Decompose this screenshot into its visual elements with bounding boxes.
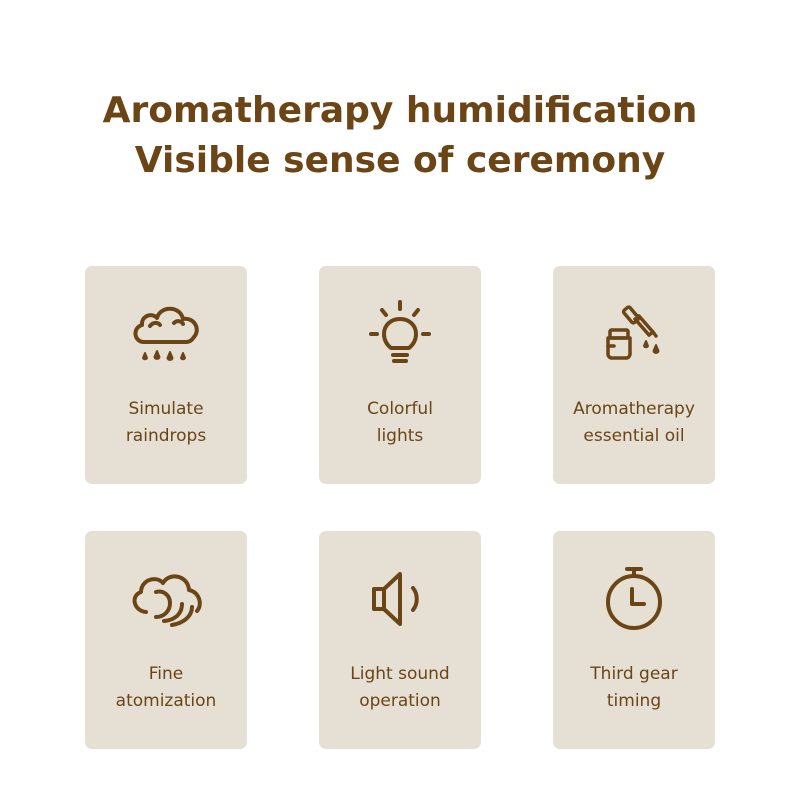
rain-cloud-icon: [126, 294, 206, 374]
feature-card-timing: [553, 531, 715, 749]
feature-label: Third gear timing: [590, 664, 678, 711]
headline-line-2: Visible sense of ceremony: [134, 140, 666, 181]
headline: [0, 86, 800, 186]
headline-line-1: Aromatherapy humidification: [102, 90, 698, 131]
feature-label: Light sound operation: [350, 664, 450, 711]
feature-card-lights: [319, 266, 481, 484]
feature-card-atomization: [85, 531, 247, 749]
dropper-bottle-icon: [594, 294, 674, 374]
feature-label: Fine atomization: [115, 664, 217, 711]
feature-card-sound: [319, 531, 481, 749]
lightbulb-icon: [360, 294, 440, 374]
feature-label: Simulate raindrops: [125, 399, 207, 446]
feature-card-essential-oil: [553, 266, 715, 484]
timer-icon: [594, 559, 674, 639]
mist-cloud-icon: [126, 559, 206, 639]
speaker-icon: [360, 559, 440, 639]
feature-card-raindrops: [85, 266, 247, 484]
feature-label: Aromatherapy essential oil: [573, 399, 695, 446]
feature-label: Colorful lights: [367, 399, 433, 446]
